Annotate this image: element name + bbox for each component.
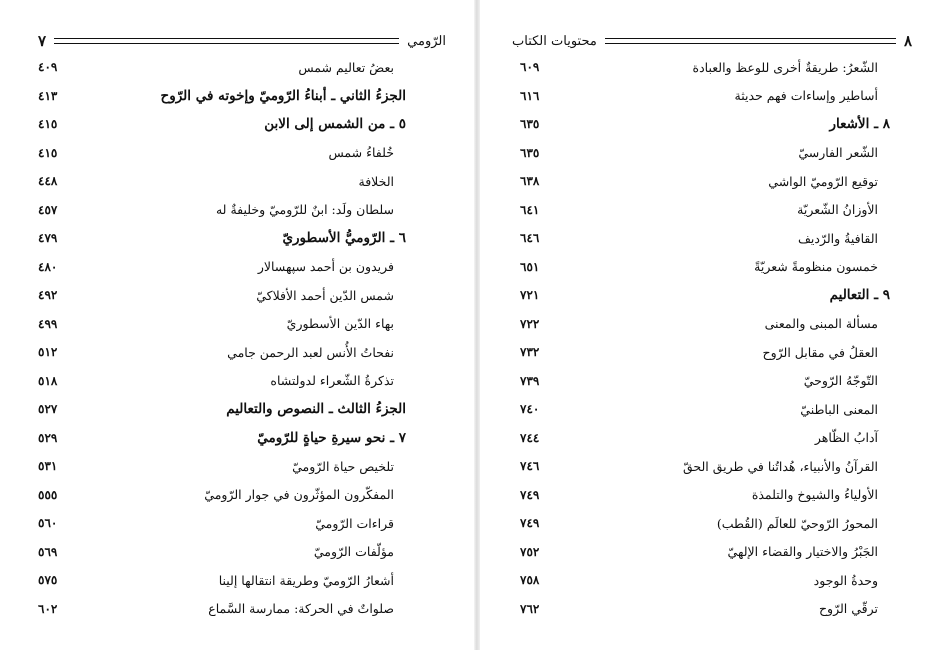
toc-entry-title: فريدون بن أحمد سپهسالار — [257, 259, 394, 275]
toc-entry-title: مسألة المبنى والمعنى — [764, 316, 878, 332]
toc-entry-title: صلواتٌ في الحركة: ممارسة السَّماع — [208, 601, 394, 617]
toc-page-number: ٥١٢ — [38, 345, 58, 360]
toc-entry — [38, 509, 406, 538]
toc-page-number: ٤١٥ — [38, 145, 58, 160]
toc-entry-title: قراءات الرّوميّ — [315, 515, 394, 531]
toc-entry-title: خُلفاءُ شمس — [328, 145, 394, 161]
table-of-contents — [520, 53, 890, 623]
toc-entry — [38, 224, 406, 253]
toc-entry — [520, 595, 890, 624]
toc-entry-title: شمس الدّين أحمد الأفلاكيّ — [256, 287, 394, 303]
toc-page-number: ٧٥٢ — [520, 544, 540, 559]
toc-page-number: ٦٠٢ — [38, 601, 58, 616]
toc-page-number: ٤٩٩ — [38, 316, 58, 331]
toc-page-number: ٤٤٨ — [38, 174, 58, 189]
toc-entry — [520, 538, 890, 567]
left-page — [0, 0, 474, 650]
toc-entry — [38, 53, 406, 82]
toc-entry-title: الخلافة — [358, 173, 394, 189]
toc-entry-title: الأوزانُ الشّعريّة — [797, 202, 878, 218]
toc-entry-title: وحدةُ الوجود — [813, 572, 878, 588]
toc-entry — [38, 110, 406, 139]
toc-page-number: ٧٤٩ — [520, 487, 540, 502]
toc-entry-title: الأولياءُ والشيوخ والتلمذة — [751, 487, 878, 503]
page-number: ۷ — [38, 32, 47, 50]
toc-page-number: ٥٢٩ — [38, 430, 58, 445]
toc-page-number: ٦١٦ — [520, 88, 540, 103]
toc-entry — [38, 367, 406, 396]
toc-page-number: ٧٤٦ — [520, 459, 540, 474]
toc-entry-title: ٥ ـ من الشمس إلى الابن — [264, 116, 406, 133]
toc-entry-title: مؤلّفات الرّوميّ — [313, 544, 394, 560]
toc-page-number: ٥١٨ — [38, 373, 58, 388]
toc-page-number: ٧٤٤ — [520, 430, 540, 445]
toc-entry — [520, 338, 890, 367]
toc-page-number: ٦٠٩ — [520, 60, 540, 75]
toc-entry — [38, 538, 406, 567]
toc-entry-title: تلخيص حياة الرّوميّ — [292, 458, 394, 474]
toc-entry — [520, 424, 890, 453]
toc-entry-title: أساطير وإساءات فهم حديثة — [734, 88, 878, 104]
toc-page-number: ٤٩٢ — [38, 288, 58, 303]
toc-entry-title: بعضُ تعاليم شمس — [298, 59, 394, 75]
toc-entry — [38, 395, 406, 424]
toc-entry-title: المفكّرون المؤثّرون في جوار الرّوميّ — [204, 487, 394, 503]
running-title: محتويات الكتاب — [512, 33, 597, 49]
toc-entry — [38, 452, 406, 481]
toc-entry-title: نفحاتُ الأُنس لعبد الرحمن جامي — [227, 344, 394, 360]
toc-entry — [38, 196, 406, 225]
toc-page-number: ٧٢١ — [520, 288, 540, 303]
toc-page-number: ٤٥٧ — [38, 202, 58, 217]
toc-page-number: ٧٣٩ — [520, 373, 540, 388]
toc-entry-title: توقيع الرّوميّ الواشي — [768, 173, 878, 189]
toc-page-number: ٧٥٨ — [520, 573, 540, 588]
toc-entry — [520, 395, 890, 424]
toc-entry — [520, 367, 890, 396]
page-number: ۸ — [903, 32, 912, 50]
toc-entry-title: الجزءُ الثاني ـ أبناءُ الرّوميّ وإخوته في الرّوح — [160, 87, 406, 104]
toc-entry — [38, 281, 406, 310]
toc-entry — [38, 424, 406, 453]
toc-page-number: ٥٥٥ — [38, 487, 58, 502]
header-rule — [605, 38, 896, 44]
toc-entry — [520, 566, 890, 595]
toc-entry — [38, 139, 406, 168]
toc-page-number: ٧٣٢ — [520, 345, 540, 360]
toc-page-number: ٤١٣ — [38, 88, 58, 103]
toc-entry — [520, 253, 890, 282]
toc-entry — [520, 281, 890, 310]
toc-page-number: ٥٣١ — [38, 459, 58, 474]
toc-entry — [38, 167, 406, 196]
toc-page-number: ٦٥١ — [520, 259, 540, 274]
toc-page-number: ٦٤٦ — [520, 231, 540, 246]
toc-entry-title: تذكرةُ الشّعراء لدولتشاه — [270, 373, 394, 389]
right-page — [480, 0, 950, 650]
toc-entry-title: الجزءُ الثالث ـ النصوص والتعاليم — [226, 401, 406, 418]
header-rule — [54, 38, 399, 44]
toc-entry-title: ٨ ـ الأشعار — [829, 116, 890, 133]
toc-entry — [38, 82, 406, 111]
toc-page-number: ٦٣٥ — [520, 117, 540, 132]
toc-page-number: ٧٤٠ — [520, 402, 540, 417]
toc-entry-title: ترقّي الرّوح — [818, 601, 878, 617]
toc-entry — [38, 566, 406, 595]
toc-page-number: ٤١٥ — [38, 117, 58, 132]
toc-entry-title: الشّعرُ: طريقةٌ أخرى للوعظ والعبادة — [692, 59, 878, 75]
toc-entry-title: ٩ ـ التعاليم — [829, 287, 890, 304]
toc-entry-title: الشّعر الفارسيّ — [798, 145, 878, 161]
toc-entry — [38, 481, 406, 510]
toc-entry-title: القافيةُ والرّديف — [797, 230, 878, 246]
toc-page-number: ٥٧٥ — [38, 573, 58, 588]
toc-entry — [520, 196, 890, 225]
toc-entry-title: الجَبْرُ والاختيار والقضاء الإلهيّ — [727, 544, 878, 560]
toc-entry — [520, 110, 890, 139]
toc-entry-title: سلطان ولَد: ابنٌ للرّوميّ وخليفةٌ له — [215, 202, 394, 218]
toc-page-number: ٦٣٨ — [520, 174, 540, 189]
toc-page-number: ٥٢٧ — [38, 402, 58, 417]
toc-entry-title: العقلُ في مقابل الرّوح — [762, 344, 878, 360]
toc-entry — [520, 452, 890, 481]
toc-entry — [520, 82, 890, 111]
toc-entry — [520, 53, 890, 82]
toc-entry — [38, 253, 406, 282]
toc-entry-title: آدابُ الظّاهر — [814, 430, 878, 446]
toc-entry — [520, 481, 890, 510]
toc-entry — [520, 509, 890, 538]
toc-entry — [520, 167, 890, 196]
page-header — [512, 30, 912, 52]
toc-page-number: ٦٤١ — [520, 202, 540, 217]
running-title: الرّومي — [407, 33, 446, 49]
toc-page-number: ٤٨٠ — [38, 259, 58, 274]
toc-page-number: ٤٠٩ — [38, 60, 58, 75]
page-header — [38, 30, 446, 52]
toc-entry-title: المحورُ الرّوحيّ للعالَم (القُطب) — [716, 515, 878, 531]
toc-entry-title: خمسون منظومةً شعريّةً — [754, 259, 878, 275]
toc-page-number: ٥٦٠ — [38, 516, 58, 531]
toc-entry-title: المعنى الباطنيّ — [800, 401, 878, 417]
toc-page-number: ٧٢٢ — [520, 316, 540, 331]
toc-entry-title: أشعارُ الرّوميّ وطريقة انتقالها إلينا — [218, 572, 394, 588]
toc-entry — [38, 338, 406, 367]
toc-page-number: ٥٦٩ — [38, 544, 58, 559]
toc-entry-title: القرآنُ والأنبياء، هُداتُنا في طريق الحقّ — [682, 458, 878, 474]
toc-entry-title: التّوجّهُ الرّوحيّ — [803, 373, 878, 389]
toc-entry — [38, 595, 406, 624]
toc-entry-title: ٦ ـ الرّوميُّ الأسطوريّ — [282, 230, 406, 247]
toc-entry-title: بهاء الدّين الأسطوريّ — [286, 316, 394, 332]
toc-page-number: ٦٣٥ — [520, 145, 540, 160]
toc-entry — [520, 310, 890, 339]
toc-entry-title: ٧ ـ نحو سيرةِ حياةٍ للرّوميّ — [257, 429, 406, 446]
toc-page-number: ٤٧٩ — [38, 231, 58, 246]
toc-entry — [38, 310, 406, 339]
table-of-contents — [38, 53, 406, 623]
toc-page-number: ٧٤٩ — [520, 516, 540, 531]
toc-entry — [520, 139, 890, 168]
toc-page-number: ٧٦٢ — [520, 601, 540, 616]
toc-entry — [520, 224, 890, 253]
